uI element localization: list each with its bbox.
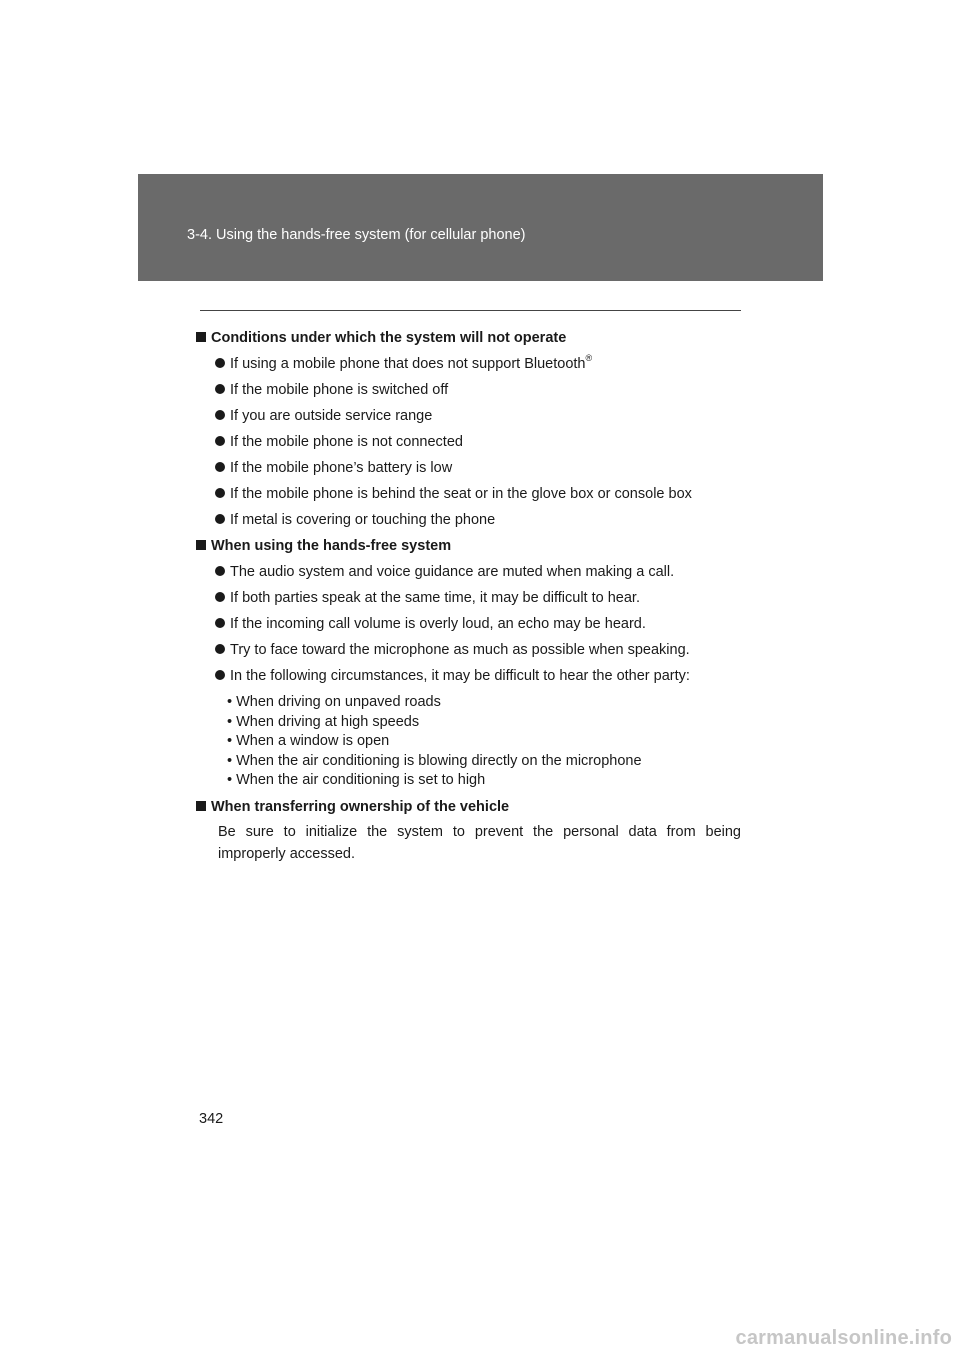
round-bullet-icon [215,514,225,524]
list-item [196,482,741,508]
round-bullet-icon [215,488,225,498]
sub-list-item: • When driving on unpaved roads [227,694,441,710]
list-item [196,586,741,612]
sub-list-item: • When the air conditioning is set to high [227,772,486,788]
square-bullet-icon [196,332,206,342]
round-bullet-icon [215,644,225,654]
list-item-text: Try to face toward the microphone as much as possible when speaking. [230,642,690,658]
section-heading-conditions [196,326,741,352]
heading-text: When transferring ownership of the vehicle [211,798,510,815]
round-bullet-icon [215,670,225,680]
list-item [196,664,741,690]
section-heading-hands-free [196,534,741,560]
round-bullet-icon [215,384,225,394]
sub-list-item: • When driving at high speeds [227,713,420,730]
list-item [196,508,741,534]
sub-list-item: • When a window is open [227,733,390,749]
section-divider [200,310,741,311]
heading-text: Conditions under which the system will not operate [211,330,567,346]
list-item-text: If the incoming call volume is overly loud, an echo may be heard. [230,616,646,632]
watermark: carmanualsonline.info [735,1327,952,1349]
list-item [196,352,741,378]
round-bullet-icon [215,410,225,420]
list-item-text: If both parties speak at the same time, it may be difficult to hear. [230,590,640,606]
list-item-text: If metal is covering or touching the phone [230,512,496,528]
circumstance-list [196,690,741,795]
list-item [196,378,741,404]
square-bullet-icon [196,540,206,550]
list-item-text: If the mobile phone is not connected [230,434,463,450]
ownership-paragraph: Be sure to initialize the system to prevent the personal data from being improperly accessed. [218,823,741,862]
round-bullet-icon [215,566,225,576]
page-number: 342 [199,1111,224,1127]
registered-mark: ® [585,353,593,364]
list-item [196,560,741,586]
list-item [196,430,741,456]
square-bullet-icon [196,801,206,811]
round-bullet-icon [215,592,225,602]
list-item-text: If the mobile phone is behind the seat or in the glove box or console box [230,486,692,502]
list-item-text: The audio system and voice guidance are muted when making a call. [230,564,675,580]
round-bullet-icon [215,436,225,446]
chapter-header-band [138,174,823,281]
list-item [196,404,741,430]
list-item [196,612,741,638]
list-item-text: If using a mobile phone that does not support Bluetooth [230,356,586,372]
section-heading-ownership [196,795,741,821]
round-bullet-icon [215,618,225,628]
list-item-text: If you are outside service range [230,408,433,424]
chapter-title: 3-4. Using the hands-free system (for cellular phone) [187,227,526,243]
sub-list-item: • When the air conditioning is blowing directly on the microphone [227,752,642,769]
page-content [196,326,741,865]
list-item-text: If the mobile phone’s battery is low [230,460,453,476]
list-item-text: If the mobile phone is switched off [230,382,449,398]
round-bullet-icon [215,358,225,368]
list-item [196,456,741,482]
list-item-text: In the following circumstances, it may be difficult to hear the other party: [230,668,690,684]
heading-text: When using the hands-free system [211,538,452,554]
round-bullet-icon [215,462,225,472]
list-item [196,638,741,664]
